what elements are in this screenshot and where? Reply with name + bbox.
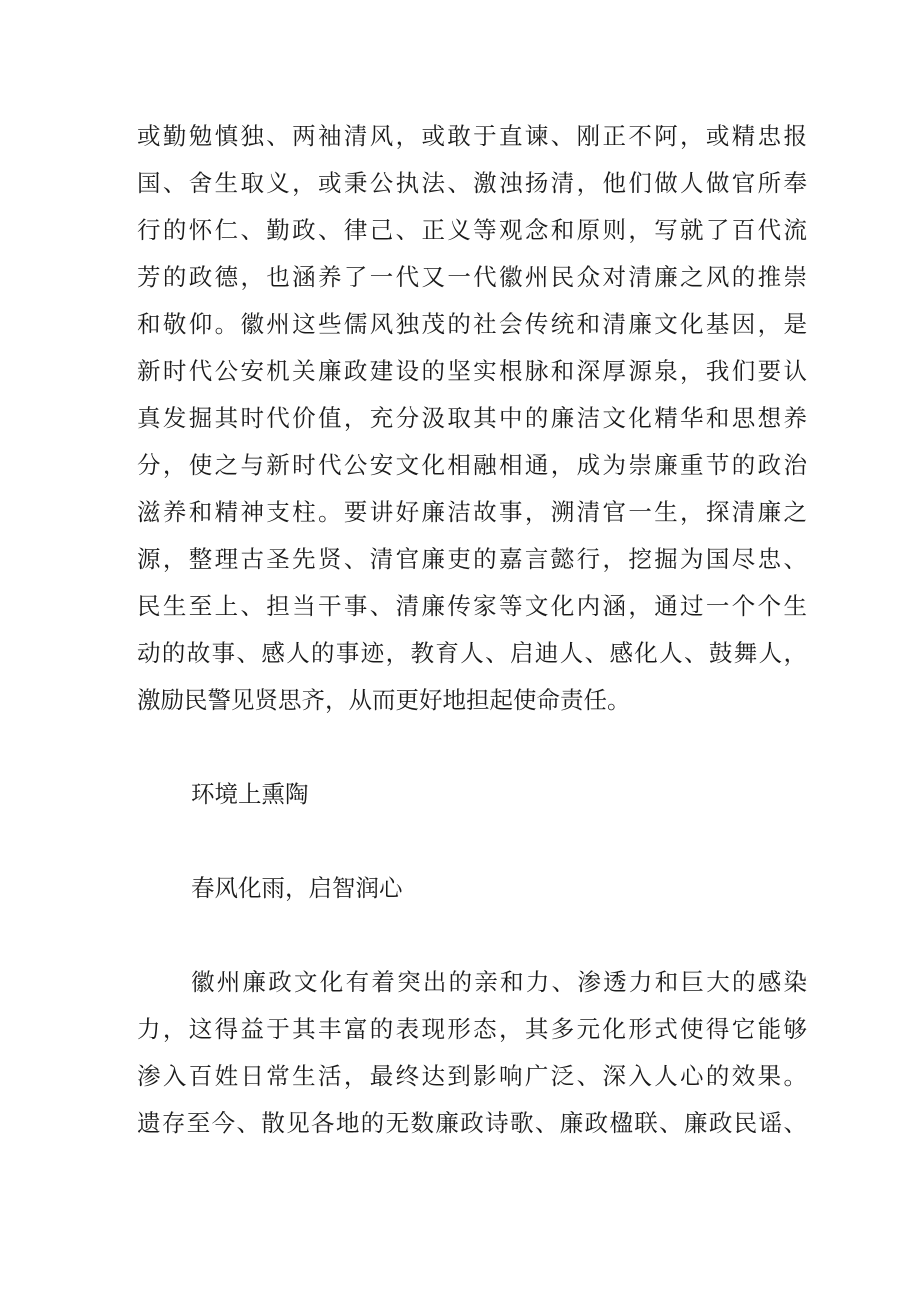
paragraph-line: 真发掘其时代价值，充分汲取其中的廉洁文化精华和思想养	[137, 404, 807, 432]
document-body	[137, 113, 807, 1147]
paragraph-line: 激励民警见贤思齐，从而更好地担起使命责任。	[137, 686, 631, 714]
paragraph-2	[137, 959, 807, 1147]
paragraph-line: 徽州廉政文化有着突出的亲和力、渗透力和巨大的感染	[191, 968, 807, 996]
paragraph-1	[137, 113, 807, 724]
paragraph-line: 力，这得益于其丰富的表现形态，其多元化形式使得它能够	[137, 1015, 807, 1043]
paragraph-line: 遗存至今、散见各地的无数廉政诗歌、廉政楹联、廉政民谣、	[137, 1109, 807, 1137]
paragraph-line: 源，整理古圣先贤、清官廉吏的嘉言懿行，挖掘为国尽忠、	[137, 545, 807, 573]
paragraph-line: 和敬仰。徽州这些儒风独茂的社会传统和清廉文化基因，是	[137, 310, 807, 338]
paragraph-line: 分，使之与新时代公安文化相融相通，成为崇廉重节的政治	[137, 451, 807, 479]
spacer	[137, 912, 807, 959]
paragraph-line: 芳的政德，也涵养了一代又一代徽州民众对清廉之风的推崇	[137, 263, 807, 291]
paragraph-line: 国、舍生取义，或秉公执法、激浊扬清，他们做人做官所奉	[137, 169, 807, 197]
paragraph-line: 动的故事、感人的事迹，教育人、启迪人、感化人、鼓舞人，	[137, 639, 807, 667]
paragraph-line: 渗入百姓日常生活，最终达到影响广泛、深入人心的效果。	[137, 1062, 807, 1090]
spacer	[137, 818, 807, 865]
section-subheading: 春风化雨，启智润心	[191, 874, 403, 902]
paragraph-line: 新时代公安机关廉政建设的坚实根脉和深厚源泉，我们要认	[137, 357, 807, 385]
paragraph-line: 行的怀仁、勤政、律己、正义等观念和原则，写就了百代流	[137, 216, 807, 244]
paragraph-line: 民生至上、担当干事、清廉传家等文化内涵，通过一个个生	[137, 592, 807, 620]
section-heading: 环境上熏陶	[191, 780, 309, 808]
paragraph-line: 滋养和精神支柱。要讲好廉洁故事，溯清官一生，探清廉之	[137, 498, 807, 526]
spacer	[137, 724, 807, 771]
paragraph-line: 或勤勉慎独、两袖清风，或敢于直谏、刚正不阿，或精忠报	[137, 122, 807, 150]
